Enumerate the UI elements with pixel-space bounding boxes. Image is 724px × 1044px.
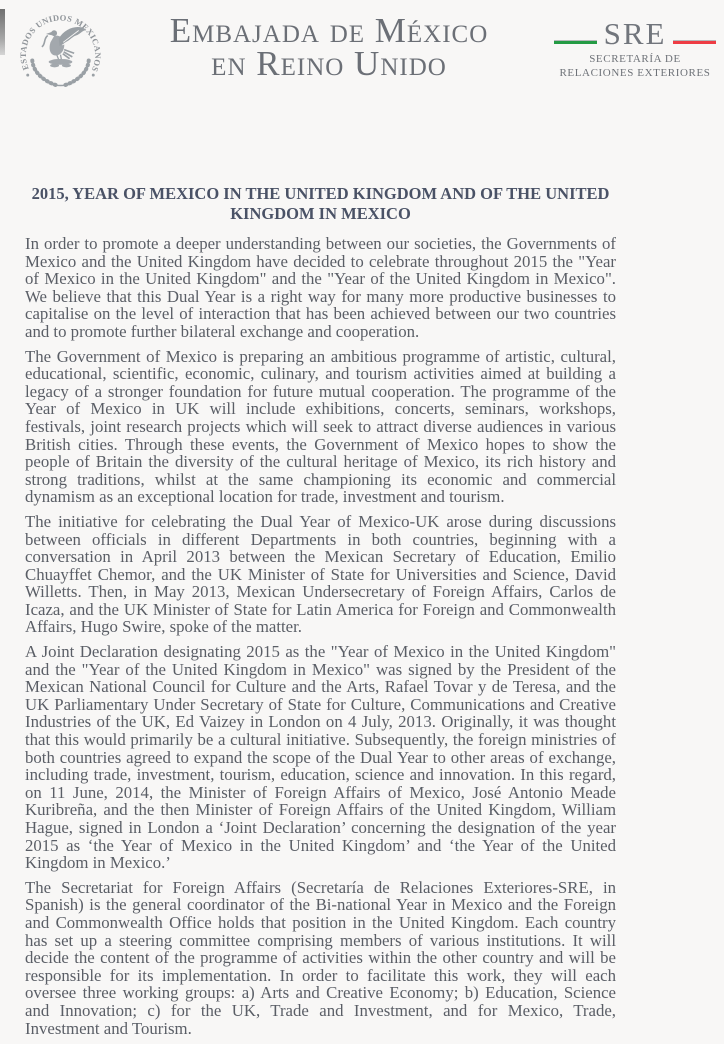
document-body xyxy=(25,184,616,1044)
seal-floret-left xyxy=(26,74,29,77)
seal-floret-right xyxy=(92,74,95,77)
document-title: 2015, YEAR OF MEXICO IN THE UNITED KINGDOM AND OF THE UNITED KINGDOM IN MEXICO xyxy=(31,184,610,223)
sre-green-bar xyxy=(554,40,597,44)
sre-subtitle-line1: SECRETARÍA DE xyxy=(589,53,681,65)
embassy-title-line1: Embajada de México xyxy=(169,11,489,50)
embassy-title-line2: en Reino Unido xyxy=(211,44,447,83)
sre-acronym: SRE xyxy=(603,16,667,51)
embassy-title xyxy=(130,11,528,83)
seal-arc-text: ESTADOS UNIDOS MEXICANOS xyxy=(18,13,103,74)
left-edge-artifact xyxy=(0,9,5,55)
paragraph-5: The Secretariat for Foreign Affairs (Secretaría de Relaciones Exteriores-SRE, in Spanish) is the general coordinator of the Bi-national Year in Mexico and the Foreign and Commonwealth Office holds that position in the United Kingdom. Each country has set up a steering committee comprising members of various institutions. It will decide the content of the programme of activities within the other country and will be responsible for its implementation. In order to facilitate this work, they will each oversee three working groups: a) Arts and Creative Economy; b) Education, Science and Innovation; c) for the UK, Trade and Investment, and for Mexico, Trade, Investment and Tourism. xyxy=(25,877,616,1038)
sre-logo xyxy=(554,16,716,80)
sre-red-bar xyxy=(673,40,716,44)
paragraph-2: The Government of Mexico is preparing an ambitious programme of artistic, cultural, educational, scientific, economic, culinary, and tourism activities aimed at building a legacy of a stronger foundation for future mutual cooperation. The programme of the Year of Mexico in UK will include exhibitions, concerts, seminars, workshops, festivals, joint research projects which will seek to attract diverse audiences in various British cities. Through these events, the Government of Mexico hopes to show the people of Britain the diversity of the cultural heritage of Mexico, its rich history and strong traditions, whilst at the same championing its economic and commercial dynamism as an exceptional location for trade, investment and tourism. xyxy=(25,346,616,507)
paragraph-1: In order to promote a deeper understanding between our societies, the Governments of Mexico and the United Kingdom have decided to celebrate throughout 2015 the "Year of Mexico in the United Kingdom" and the "Year of the United Kingdom in Mexico". We believe that this Dual Year is a right way for many more productive businesses to capitalise on the level of interaction that has been achieved between our two countries and to promote further bilateral exchange and cooperation. xyxy=(25,234,616,341)
mexico-coat-of-arms-seal xyxy=(15,5,106,96)
coat-of-arms-icon xyxy=(15,5,106,96)
paragraph-4: A Joint Declaration designating 2015 as the "Year of Mexico in the United Kingdom" and the "Year of the United Kingdom in Mexico" was signed by the President of the Mexican National Council for Culture and the Arts, Rafael Tovar y de Teresa, and the UK Parliamentary Under Secretary of State for Culture, Communications and Creative Industries of the UK, Ed Vaizey in London on 4 July, 2013. Originally, it was thought that this would primarily be a cultural initiative. Subsequently, the foreign ministries of both countries agreed to expand the scope of the Dual Year to other areas of exchange, including trade, investment, tourism, education, science and innovation. In this regard, on 11 June, 2014, the Minister of Foreign Affairs of Mexico, José Antonio Meade Kuribreña, and the then Minister of Foreign Affairs of the United Kingdom, William Hague, signed in London a ‘Joint Declaration’ concerning the designation of the year 2015 as ‘the Year of Mexico in the United Kingdom’ and ‘the Year of the United Kingdom in Mexico.’ xyxy=(25,642,616,873)
paragraph-3: The initiative for celebrating the Dual Year of Mexico-UK arose during discussions between officials in different Departments in both countries, beginning with a conversation in April 2013 between the Mexican Secretary of Education, Emilio Chuayffet Chemor, and the UK Minister of State for Universities and Science, David Willetts. Then, in May 2013, Mexican Undersecretary of Foreign Affairs, Carlos de Icaza, and the UK Minister of State for Latin America for Foreign and Commonwealth Affairs, Hugo Swire, spoke of the matter. xyxy=(25,511,616,637)
sre-wordmark-row xyxy=(554,16,716,51)
sre-subtitle-line2: RELACIONES EXTERIORES xyxy=(559,67,711,79)
eagle-emblem xyxy=(42,27,86,67)
